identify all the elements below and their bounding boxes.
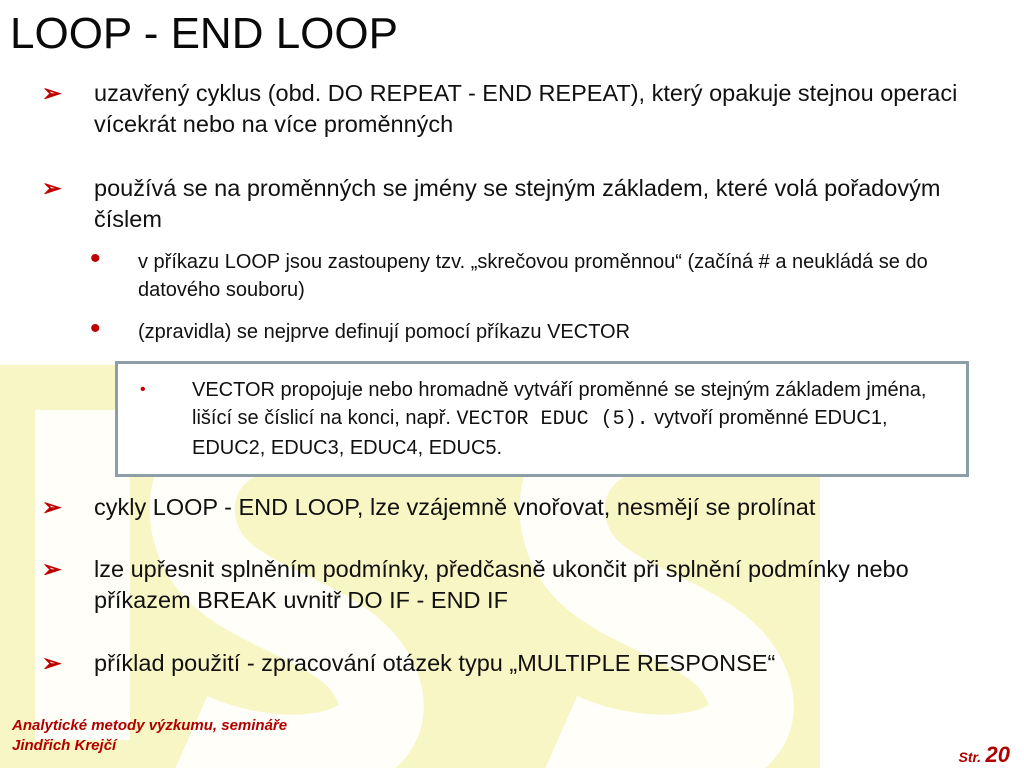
- bullet-4-text: lze upřesnit splněním podmínky, předčasně ukončit při splnění podmínky nebo příkazem BREAK uvnitř DO IF - END IF: [94, 556, 909, 613]
- vector-code: VECTOR EDUC (5).: [456, 408, 649, 431]
- footer-course: Analytické metody výzkumu, semináře: [12, 717, 288, 734]
- page-label: Str.: [958, 749, 982, 765]
- arrow-right-circle-icon: ➢: [42, 80, 62, 106]
- dot-icon: •: [90, 312, 101, 345]
- vector-note-part1: VECTOR propojuje nebo hromadně vytváří proměnné se stejným základem jména, lišící se číslicí na konci, např.: [192, 379, 927, 429]
- vector-note-box: [115, 361, 969, 477]
- arrow-right-circle-icon: ➢: [42, 494, 62, 520]
- footer-author: Jindřich Krejčí: [12, 737, 117, 754]
- arrow-right-circle-icon: ➢: [42, 650, 62, 676]
- bullet-5-text: příklad použití - zpracování otázek typu „MULTIPLE RESPONSE“: [94, 650, 776, 676]
- bullet-1-text: uzavřený cyklus (obd. DO REPEAT - END REPEAT), který opakuje stejnou operaci vícekrát nebo na více proměnných: [94, 80, 958, 137]
- footer: [12, 716, 287, 756]
- bullet-3-text: cykly LOOP - END LOOP, lze vzájemně vnořovat, nesmějí se prolínat: [94, 494, 816, 520]
- vector-note-text: [192, 376, 958, 462]
- arrow-right-circle-icon: ➢: [42, 175, 62, 201]
- page-indicator: [958, 742, 1010, 768]
- arrow-right-circle-icon: ➢: [42, 556, 62, 582]
- bullet-2-text: používá se na proměnných se jmény se stejným základem, které volá pořadovým číslem: [94, 175, 941, 232]
- dot-icon: •: [90, 242, 101, 275]
- sub-bullet-2-text: (zpravidla) se nejprve definují pomocí příkazu VECTOR: [138, 321, 631, 343]
- sub-bullet-1-text: v příkazu LOOP jsou zastoupeny tzv. „skrečovou proměnnou“ (začíná # a neukládá se do datového souboru): [138, 251, 928, 301]
- slide-title: LOOP - END LOOP: [10, 9, 398, 58]
- page-number: 20: [985, 742, 1010, 767]
- dot-icon: •: [140, 381, 146, 398]
- vector-note-part2: vytvoří proměnné EDUC1, EDUC2, EDUC3, EDUC4, EDUC5.: [192, 407, 888, 459]
